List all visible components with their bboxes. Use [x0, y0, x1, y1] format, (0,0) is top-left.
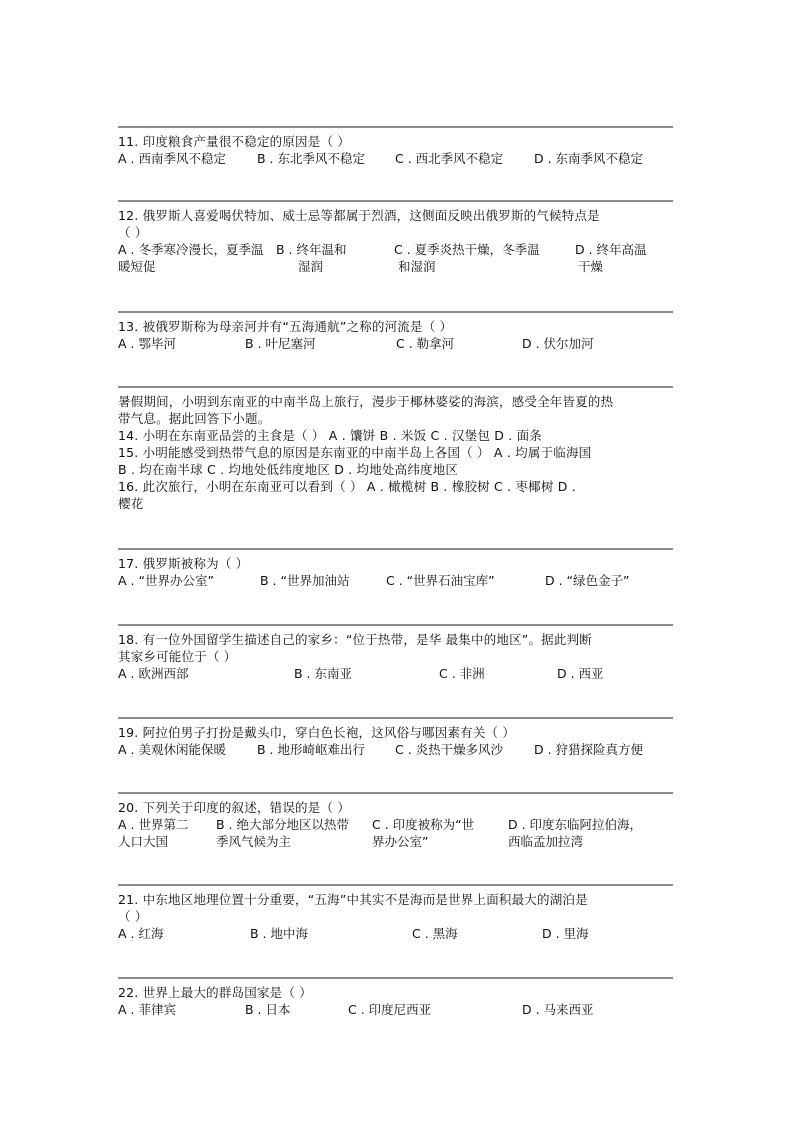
option-d[interactable]: D . 西亚: [557, 666, 604, 681]
question-17: [118, 548, 673, 589]
option-a-line1: A . 世界第二: [118, 817, 189, 832]
question-stem-line1: 12. 俄罗斯人喜爱喝伏特加、威士忌等都属于烈酒，这侧面反映出俄罗斯的气候特点是: [118, 208, 600, 223]
option-a[interactable]: A . 美观休闲能保暖: [118, 742, 226, 757]
question-19: [118, 717, 673, 758]
option-b[interactable]: [276, 241, 347, 275]
question-stem: 13. 被俄罗斯称为母亲河并有“五海通航”之称的河流是（ ）: [118, 319, 453, 334]
options-row: [118, 925, 673, 942]
option-c[interactable]: [394, 241, 540, 275]
option-c[interactable]: C . 西北季风不稳定: [395, 151, 504, 166]
question-13: [118, 311, 673, 352]
option-c-line1: C . 印度被称为“世: [372, 817, 475, 832]
option-a[interactable]: A . 红海: [118, 926, 164, 941]
options-grid: [118, 816, 673, 852]
question-21: [118, 884, 673, 942]
options-row: [118, 335, 673, 352]
option-c[interactable]: C . 炎热干燥多风沙: [395, 742, 504, 757]
group-intro-line2: 带气息。据此回答下小题。: [118, 411, 271, 426]
question-11: [118, 126, 673, 167]
question-14: 14. 小明在东南亚品尝的主食是（ ） A . 馕饼 B . 米饭 C . 汉堡包 D . 面条: [118, 428, 542, 443]
option-a[interactable]: [118, 816, 188, 850]
option-d[interactable]: D . 马来西亚: [522, 1002, 594, 1017]
option-d-line2: 干燥: [578, 259, 604, 274]
option-c[interactable]: C . 非洲: [439, 666, 485, 681]
option-d[interactable]: [508, 816, 642, 850]
option-a[interactable]: A . 西南季风不稳定: [118, 151, 226, 166]
question-group-14-16: [118, 386, 673, 512]
option-a-line2: 暖短促: [118, 259, 156, 274]
option-b-line1: B . 终年温和: [276, 242, 347, 257]
option-b[interactable]: B . 地中海: [250, 926, 308, 941]
question-12: [118, 200, 673, 277]
option-c[interactable]: C . 印度尼西亚: [348, 1002, 432, 1017]
question-stem-line1: 21. 中东地区地理位置十分重要，“五海”中其实不是海而是世界上面积最大的湖泊是: [118, 892, 588, 907]
question-20: [118, 792, 673, 852]
option-c-line2: 界办公室”: [372, 834, 429, 849]
question-stem: 17. 俄罗斯被称为（ ）: [118, 556, 249, 571]
question-stem: 19. 阿拉伯男子打扮是戴头巾，穿白色长袍，这风俗与哪因素有关（ ）: [118, 725, 516, 740]
divider: [118, 977, 673, 979]
option-d-line2: 西临孟加拉湾: [508, 834, 584, 849]
option-c-line1: C . 夏季炎热干燥，冬季温: [394, 242, 540, 257]
option-c[interactable]: C . “世界石油宝库”: [386, 573, 495, 588]
option-d[interactable]: D . 狩猎探险真方便: [534, 742, 644, 757]
divider: [118, 792, 673, 794]
option-b[interactable]: B . 日本: [245, 1002, 291, 1017]
question-stem: 20. 下列关于印度的叙述，错误的是（ ）: [118, 800, 351, 815]
option-c[interactable]: C . 黑海: [412, 926, 458, 941]
option-a[interactable]: A . 鄂毕河: [118, 336, 176, 351]
divider: [118, 200, 673, 202]
option-d[interactable]: D . 东南季风不稳定: [534, 151, 644, 166]
option-b[interactable]: [216, 816, 349, 850]
option-a-line1: A . 冬季寒冷漫长，夏季温: [118, 242, 264, 257]
option-d[interactable]: [575, 241, 647, 275]
question-stem: 11. 印度粮食产量很不稳定的原因是（ ）: [118, 134, 351, 149]
divider: [118, 548, 673, 550]
question-stem-line2: （ ）: [118, 225, 148, 240]
option-b[interactable]: B . 叶尼塞河: [245, 336, 316, 351]
option-d[interactable]: D . 伏尔加河: [522, 336, 594, 351]
option-b[interactable]: B . 东南亚: [294, 666, 352, 681]
options-row: [118, 1001, 673, 1018]
options-row: [118, 741, 673, 758]
options-grid: [118, 241, 673, 277]
question-15-line1: 15. 小明能感受到热带气息的原因是东南亚的中南半岛上各国（ ） A . 均属于临海国: [118, 445, 592, 460]
question-22: [118, 977, 673, 1018]
question-stem-line2: （ ）: [118, 909, 148, 924]
divider: [118, 386, 673, 388]
question-15-line2: B . 均在南半球 C . 均地处低纬度地区 D . 均地处高纬度地区: [118, 462, 459, 477]
divider: [118, 624, 673, 626]
option-d-line1: D . 印度东临阿拉伯海，: [508, 817, 643, 832]
question-stem-line1: 18. 有一位外国留学生描述自己的家乡：“位于热带，是华 最集中的地区”。据此判断: [118, 632, 592, 647]
question-stem: 22. 世界上最大的群岛国家是（ ）: [118, 985, 312, 1000]
option-b-line1: B . 绝大部分地区以热带: [216, 817, 349, 832]
option-a-line2: 人口大国: [118, 834, 169, 849]
divider: [118, 717, 673, 719]
divider: [118, 126, 673, 128]
option-a[interactable]: A . 欧洲西部: [118, 666, 189, 681]
option-d-line1: D . 终年高温: [575, 242, 647, 257]
question-16-line2: 樱花: [118, 496, 144, 511]
option-b-line2: 季风气候为主: [216, 834, 292, 849]
option-c[interactable]: C . 勒拿河: [396, 336, 455, 351]
option-d[interactable]: D . “绿色金子”: [545, 573, 630, 588]
option-b-line2: 湿润: [298, 259, 324, 274]
option-c[interactable]: [372, 816, 474, 850]
option-a[interactable]: A . 菲律宾: [118, 1002, 176, 1017]
divider: [118, 884, 673, 886]
divider: [118, 311, 673, 313]
option-a[interactable]: [118, 241, 263, 275]
question-stem-line2: 其家乡可能位于（ ）: [118, 649, 237, 664]
option-b[interactable]: B . “世界加油站: [260, 573, 350, 588]
option-a[interactable]: A . “世界办公室”: [118, 573, 214, 588]
option-b[interactable]: B . 地形崎岖难出行: [257, 742, 365, 757]
option-c-line2: 和湿润: [398, 259, 436, 274]
question-16-line1: 16. 此次旅行，小明在东南亚可以看到（ ） A . 橄榄树 B . 橡胶树 C . 枣椰树 D .: [118, 479, 576, 494]
options-row: [118, 150, 673, 167]
option-b[interactable]: B . 东北季风不稳定: [257, 151, 365, 166]
options-row: [118, 572, 673, 589]
question-18: [118, 624, 673, 682]
group-intro-line1: 暑假期间，小明到东南亚的中南半岛上旅行，漫步于椰林婆娑的海滨，感受全年皆夏的热: [118, 394, 614, 409]
option-d[interactable]: D . 里海: [542, 926, 589, 941]
options-row: [118, 665, 673, 682]
